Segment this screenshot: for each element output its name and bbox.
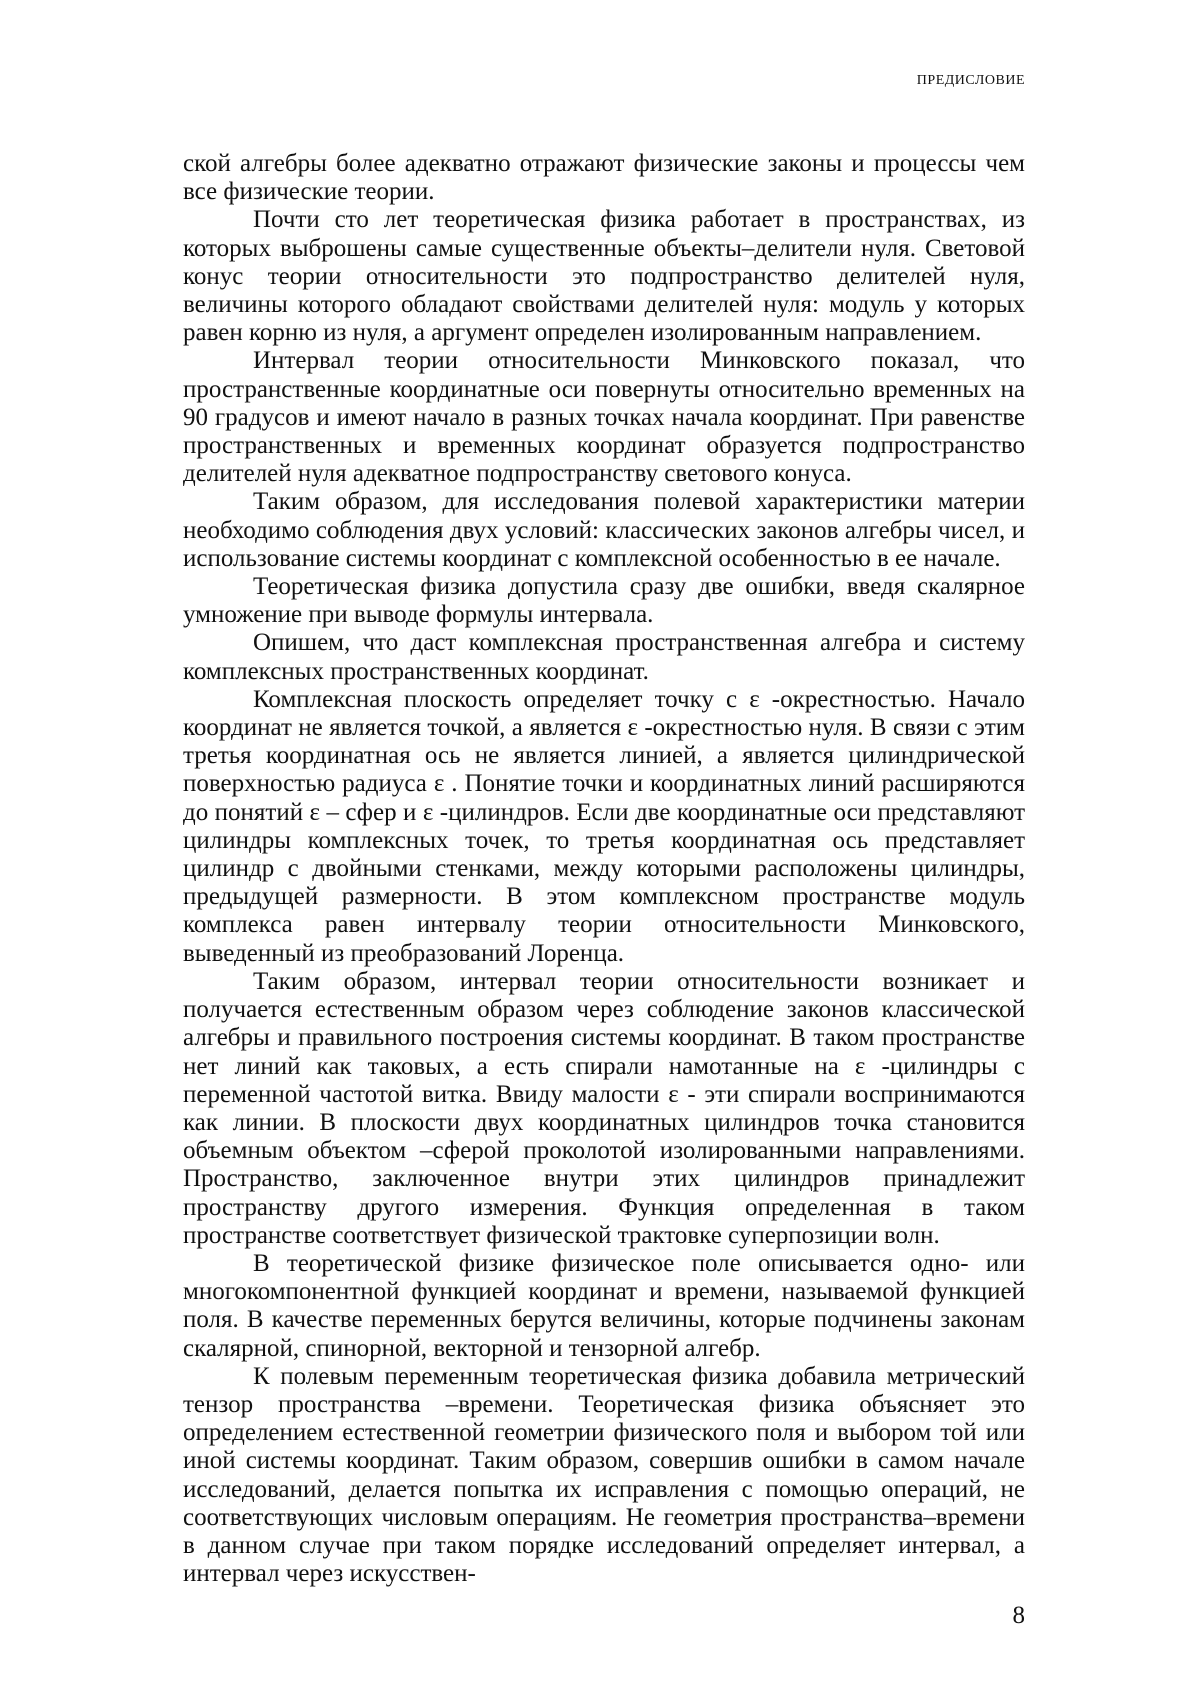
running-header-title: ПРЕДИСЛОВИЕ: [916, 73, 1025, 88]
paragraph-complex-plane: Комплексная плоскость определяет точку с ε -окрестностью. Начало координат не является точкой, а является ε -окрестностью нуля. В связи с этим третья координатная ось не является линией, а является цилиндрической поверхностью радиуса ε . Понятие точки и координатных линий расширяются до понятий ε – сфер и ε -цилиндров. Если две координатные оси представляют цилиндры комплексных точек, то третья координатная ось представляет цилиндр с двойными стенками, между которыми расположены цилиндры, предыдущей размерности. В этом комплексном пространстве модуль комплекса равен интервалу теории относительности Минковского, выведенный из преобразований Лоренца.: [183, 685, 1025, 967]
paragraph-minkowski-interval: Интервал теории относительности Минковского показал, что пространственные координатные оси повернуты относительно временных на 90 градусов и имеют начало в разных точках начала координат. При равенстве пространственных и временных координат образуется подпространство делителей нуля адекватное подпространству светового конуса.: [183, 347, 1025, 488]
body-text: [183, 150, 1025, 1588]
paragraph-zero-divisors: Почти сто лет теоретическая физика работает в пространствах, из которых выброшены самые существенные объекты–делители нуля. Световой конус теории относительности это подпространство делителей нуля, величины которого обладают свойствами делителей нуля: модуль у которых равен корню из нуля, а аргумент определен изолированным направлением.: [183, 206, 1025, 347]
paragraph-continuation: ской алгебры более адекватно отражают физические законы и процессы чем все физические теории.: [183, 150, 1025, 206]
paragraph-two-conditions: Таким образом, для исследования полевой характеристики материи необходимо соблюдения двух условий: классических законов алгебры чисел, и использование системы координат с комплексной особенностью в ее начале.: [183, 488, 1025, 572]
paragraph-metric-tensor: К полевым переменным теоретическая физика добавила метрический тензор пространства –времени. Теоретическая физика объясняет это определением естественной геометрии физического поля и выбором той или иной системы координат. Таким образом, совершив ошибки в самом начале исследований, делается попытка их исправления с помощью операций, не соответствующих числовым операциям. Не геометрия пространства–времени в данном случае при таком порядке исследований определяет интервал, а интервал через искусствен-: [183, 1362, 1025, 1588]
page-number: 8: [1012, 1602, 1025, 1629]
paragraph-field-function: В теоретической физике физическое поле описывается одно- или многокомпонентной функцией координат и времени, называемой функцией поля. В качестве переменных берутся величины, которые подчинены законам скалярной, спинорной, векторной и тензорной алгебр.: [183, 1249, 1025, 1362]
paragraph-complex-algebra: Опишем, что даст комплексная пространственная алгебра и систему комплексных пространственных координат.: [183, 629, 1025, 685]
paragraph-two-errors: Теоретическая физика допустила сразу две ошибки, введя скалярное умножение при выводе формулы интервала.: [183, 573, 1025, 629]
paragraph-interval-arises: Таким образом, интервал теории относительности возникает и получается естественным образом через соблюдение законов классической алгебры и правильного построения системы координат. В таком пространстве нет линий как таковых, а есть спирали намотанные на ε -цилиндры с переменной частотой витка. Ввиду малости ε - эти спирали воспринимаются как линии. В плоскости двух координатных цилиндров точка становится объемным объектом –сферой проколотой изолированными направлениями. Пространство, заключенное внутри этих цилиндров принадлежит пространству другого измерения. Функция определенная в таком пространстве соответствует физической трактовке суперпозиции волн.: [183, 967, 1026, 1249]
